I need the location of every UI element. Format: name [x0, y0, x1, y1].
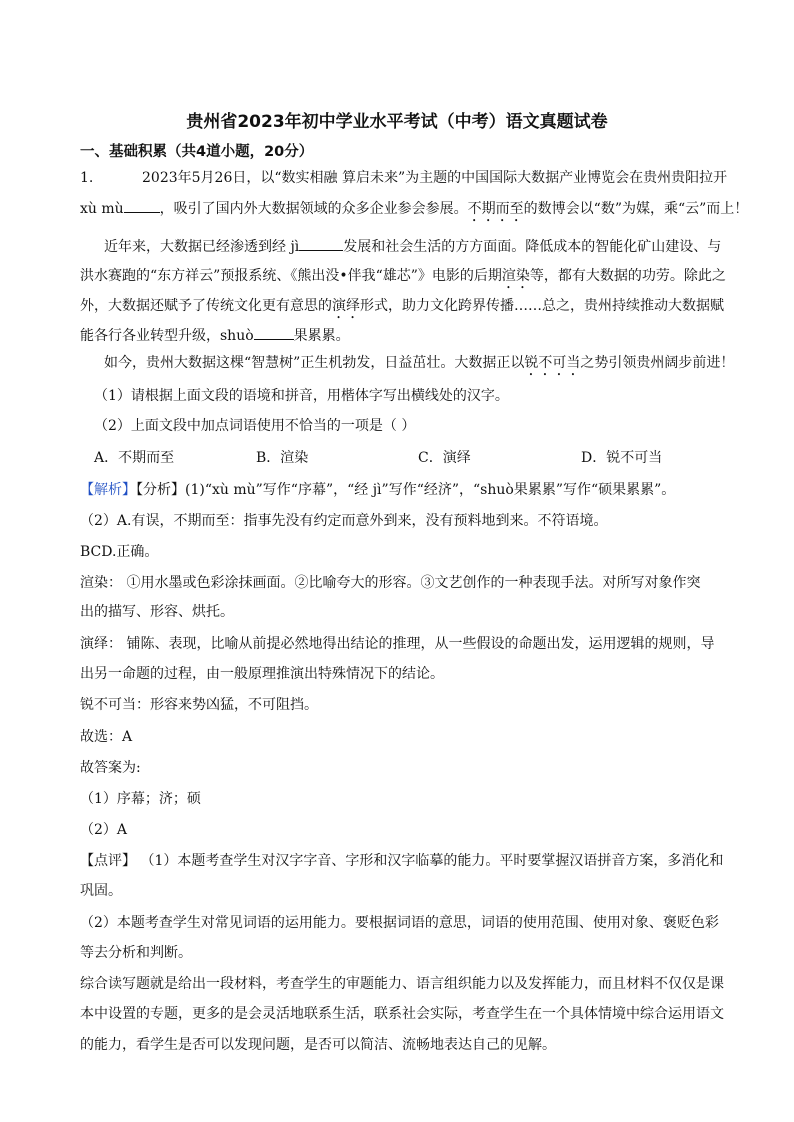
analysis-line-1: 【解析】【分析】(1)“xù mù”写作“序幕”，“经 jì”写作“经济”，“shuò果累累”写作“硕果累累”。 — [80, 482, 676, 498]
question-number: 1. — [80, 170, 94, 186]
comment-line-7: 的能力，看学生是否可以发现问题，是否可以简洁、流畅地表达自己的见解。 — [80, 1037, 556, 1053]
passage-line-3: 近年来，大数据已经渗透到经 jì 发展和社会生活的方方面面。降低成本的智能化矿山建设、与 — [104, 236, 721, 257]
fill-blank-3[interactable] — [254, 325, 294, 340]
comment-line-6: 本中设置的专题，更多的是会灵活地联系生活，联系社会实际，考查学生在一个具体情境中综合运用语文 — [80, 1006, 724, 1022]
dotted-word-2: 渲染 — [501, 268, 530, 284]
analysis-line-9: 故选：A — [80, 729, 133, 745]
comment-line-3: （2）本题考查学生对常见词语的运用能力。要根据词语的意思，词语的使用范围、使用对象、褒贬色彩 — [80, 915, 719, 931]
passage-line-6: 能各行各业转型升级，shuò 果累累。 — [80, 325, 350, 346]
passage-line-7: 如今，贵州大数据这棵“智慧树”正生机勃发，日益茁壮。大数据正以锐不可当之势引领贵州阔步前进！ — [104, 355, 735, 371]
dotted-word-3: 演绎 — [332, 298, 360, 314]
analysis-line-10: 故答案为: — [80, 760, 141, 776]
comment-line-2: 巩固。 — [80, 883, 122, 899]
analysis-line-8: 锐不可当：形容来势凶猛，不可阻挡。 — [80, 697, 318, 713]
comment-line-5: 综合读写题就是给出一段材料，考查学生的审题能力、语言组织能力以及发挥能力，而且材料不仅仅是课 — [80, 976, 724, 992]
analysis-line-3: BCD.正确。 — [80, 544, 159, 560]
sub-question-2: （2）上面文段中加点词语使用不恰当的一项是（ ） — [94, 418, 416, 434]
page-title: 贵州省2023年初中学业水平考试（中考）语文真题试卷 — [186, 112, 608, 132]
option-d[interactable]: D．锐不可当 — [581, 450, 663, 466]
analysis-line-2: （2）A.有误，不期而至：指事先没有约定而意外到来，没有预料地到来。不符语境。 — [80, 513, 608, 529]
analysis-line-7: 出另一命题的过程，由一般原理推演出特殊情况下的结论。 — [80, 666, 444, 682]
analysis-line-5: 出的描写、形容、烘托。 — [80, 604, 234, 620]
question-1-line-2: xù mù ，吸引了国内外大数据领域的众多企业参会参展。不期而至的数博会以“数”为媒，乘“云”而上！ — [80, 198, 748, 225]
comment-line-4: 等去分析和判断。 — [80, 945, 192, 961]
sub-question-1: （1）请根据上面文段的语境和拼音，用楷体字写出横线处的汉字。 — [94, 388, 509, 404]
analysis-line-4: 渲染： ①用水墨或色彩涂抹画面。②比喻夸大的形容。③文艺创作的一种表现手法。对所写对象作突 — [80, 575, 701, 591]
dotted-word-4: 锐不可当 — [524, 355, 581, 371]
comment-line-1: 【点评】 （1）本题考查学生对汉字字音、字形和汉字临摹的能力。平时要掌握汉语拼音方案，多消化和 — [80, 853, 724, 869]
passage-line-5: 外，大数据还赋予了传统文化更有意思的演绎形式，助力文化跨界传播……总之，贵州持续推动大数据赋 — [80, 298, 724, 314]
option-a[interactable]: A．不期而至 — [94, 450, 175, 466]
fill-blank-2[interactable] — [299, 236, 343, 251]
section-heading: 一、基础积累（共4道小题，20分） — [80, 144, 314, 160]
dotted-word-1: 不期而至 — [467, 201, 524, 217]
option-b[interactable]: B．渲染 — [256, 450, 309, 466]
analysis-line-12: （2）A — [80, 822, 128, 838]
passage-line-4: 洪水赛跑的“东方祥云”预报系统、《熊出没•伴我“雄芯”》电影的后期渲染等，都有大数据的功劳。除此之 — [80, 268, 726, 284]
fill-blank-1[interactable] — [124, 198, 160, 213]
analysis-tag: 【解析】 — [80, 482, 136, 498]
question-1-line-1: 1. 2023年5月26日，以“数实相融 算启未来”为主题的中国国际大数据产业博览会在贵州贵阳拉开 — [80, 170, 728, 186]
analysis-line-11: （1）序幕；济；硕 — [80, 791, 201, 807]
option-c[interactable]: C．演绎 — [418, 450, 471, 466]
analysis-line-6: 演绎： 铺陈、表现，比喻从前提必然地得出结论的推理，从一些假设的命题出发，运用逻辑的规则，导 — [80, 636, 715, 652]
